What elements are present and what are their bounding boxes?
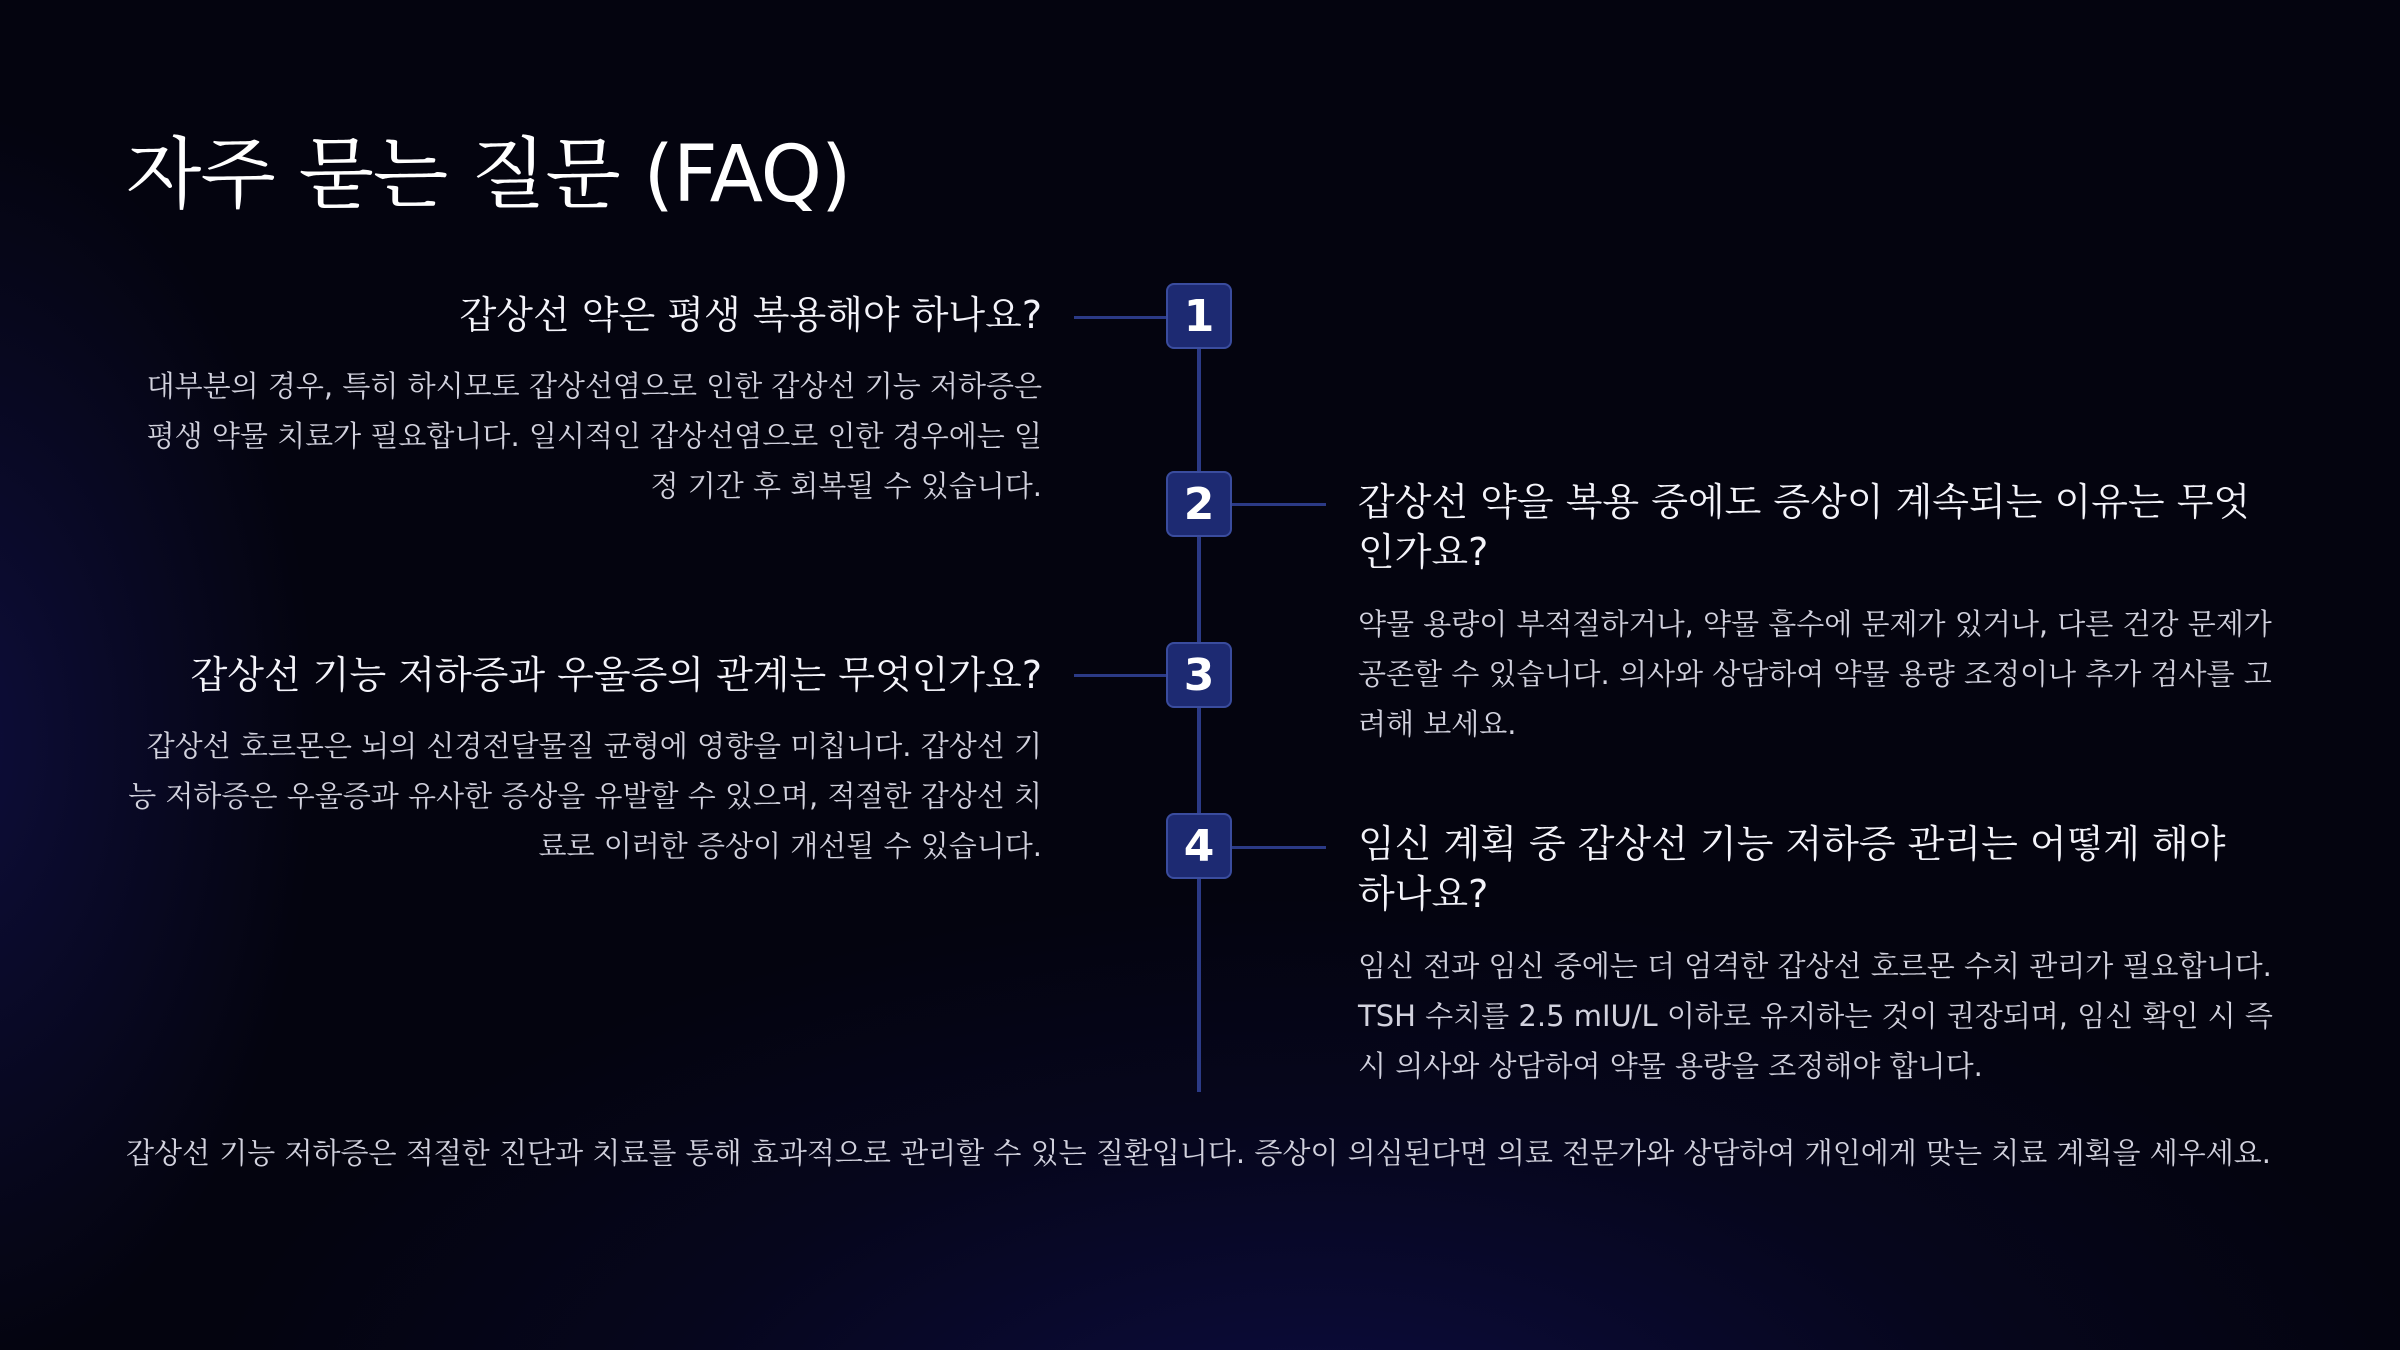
connector-3	[1074, 674, 1166, 677]
number-badge-1: 1	[1166, 283, 1232, 349]
summary-footer: 갑상선 기능 저하증은 적절한 진단과 치료를 통해 효과적으로 관리할 수 있는 질환입니다. 증상이 의심된다면 의료 전문가와 상담하여 개인에게 맞는 치료 계획을 세우세요.	[126, 1136, 2271, 1170]
faq-question-3: 갑상선 기능 저하증과 우울증의 관계는 무엇인가요?	[190, 653, 1042, 697]
connector-1	[1074, 316, 1166, 319]
connector-4	[1232, 846, 1326, 849]
faq-answer-2: 약물 용량이 부적절하거나, 약물 흡수에 문제가 있거나, 다른 건강 문제가 공존할 수 있습니다. 의사와 상담하여 약물 용량 조정이나 추가 검사를 고려해 보세요.	[1358, 607, 2272, 741]
connector-2	[1232, 503, 1326, 506]
faq-answer-1: 대부분의 경우, 특히 하시모토 갑상선염으로 인한 갑상선 기능 저하증은 평생 약물 치료가 필요합니다. 일시적인 갑상선염으로 인한 경우에는 일정 기간 후 회복될 수 있습니다.	[146, 369, 1042, 503]
faq-question-4: 임신 계획 중 갑상선 기능 저하증 관리는 어떻게 해야 하나요?	[1358, 822, 2226, 916]
number-badge-3: 3	[1166, 642, 1232, 708]
faq-answer-4: 임신 전과 임신 중에는 더 엄격한 갑상선 호르몬 수치 관리가 필요합니다. TSH 수치를 2.5 mIU/L 이하로 유지하는 것이 권장되며, 임신 확인 시 즉시 의사와 상담하여 약물 용량을 조정해야 합니다.	[1358, 949, 2273, 1083]
faq-question-2: 갑상선 약을 복용 중에도 증상이 계속되는 이유는 무엇인가요?	[1358, 480, 2251, 574]
page-title: 자주 묻는 질문 (FAQ)	[126, 130, 851, 220]
faq-answer-3: 갑상선 호르몬은 뇌의 신경전달물질 균형에 영향을 미칩니다. 갑상선 기능 저하증은 우울증과 유사한 증상을 유발할 수 있으며, 적절한 갑상선 치료로 이러한 증상이 개선될 수 있습니다.	[128, 729, 1042, 863]
number-badge-2: 2	[1166, 471, 1232, 537]
faq-question-1: 갑상선 약은 평생 복용해야 하나요?	[459, 293, 1042, 337]
number-badge-4: 4	[1166, 813, 1232, 879]
